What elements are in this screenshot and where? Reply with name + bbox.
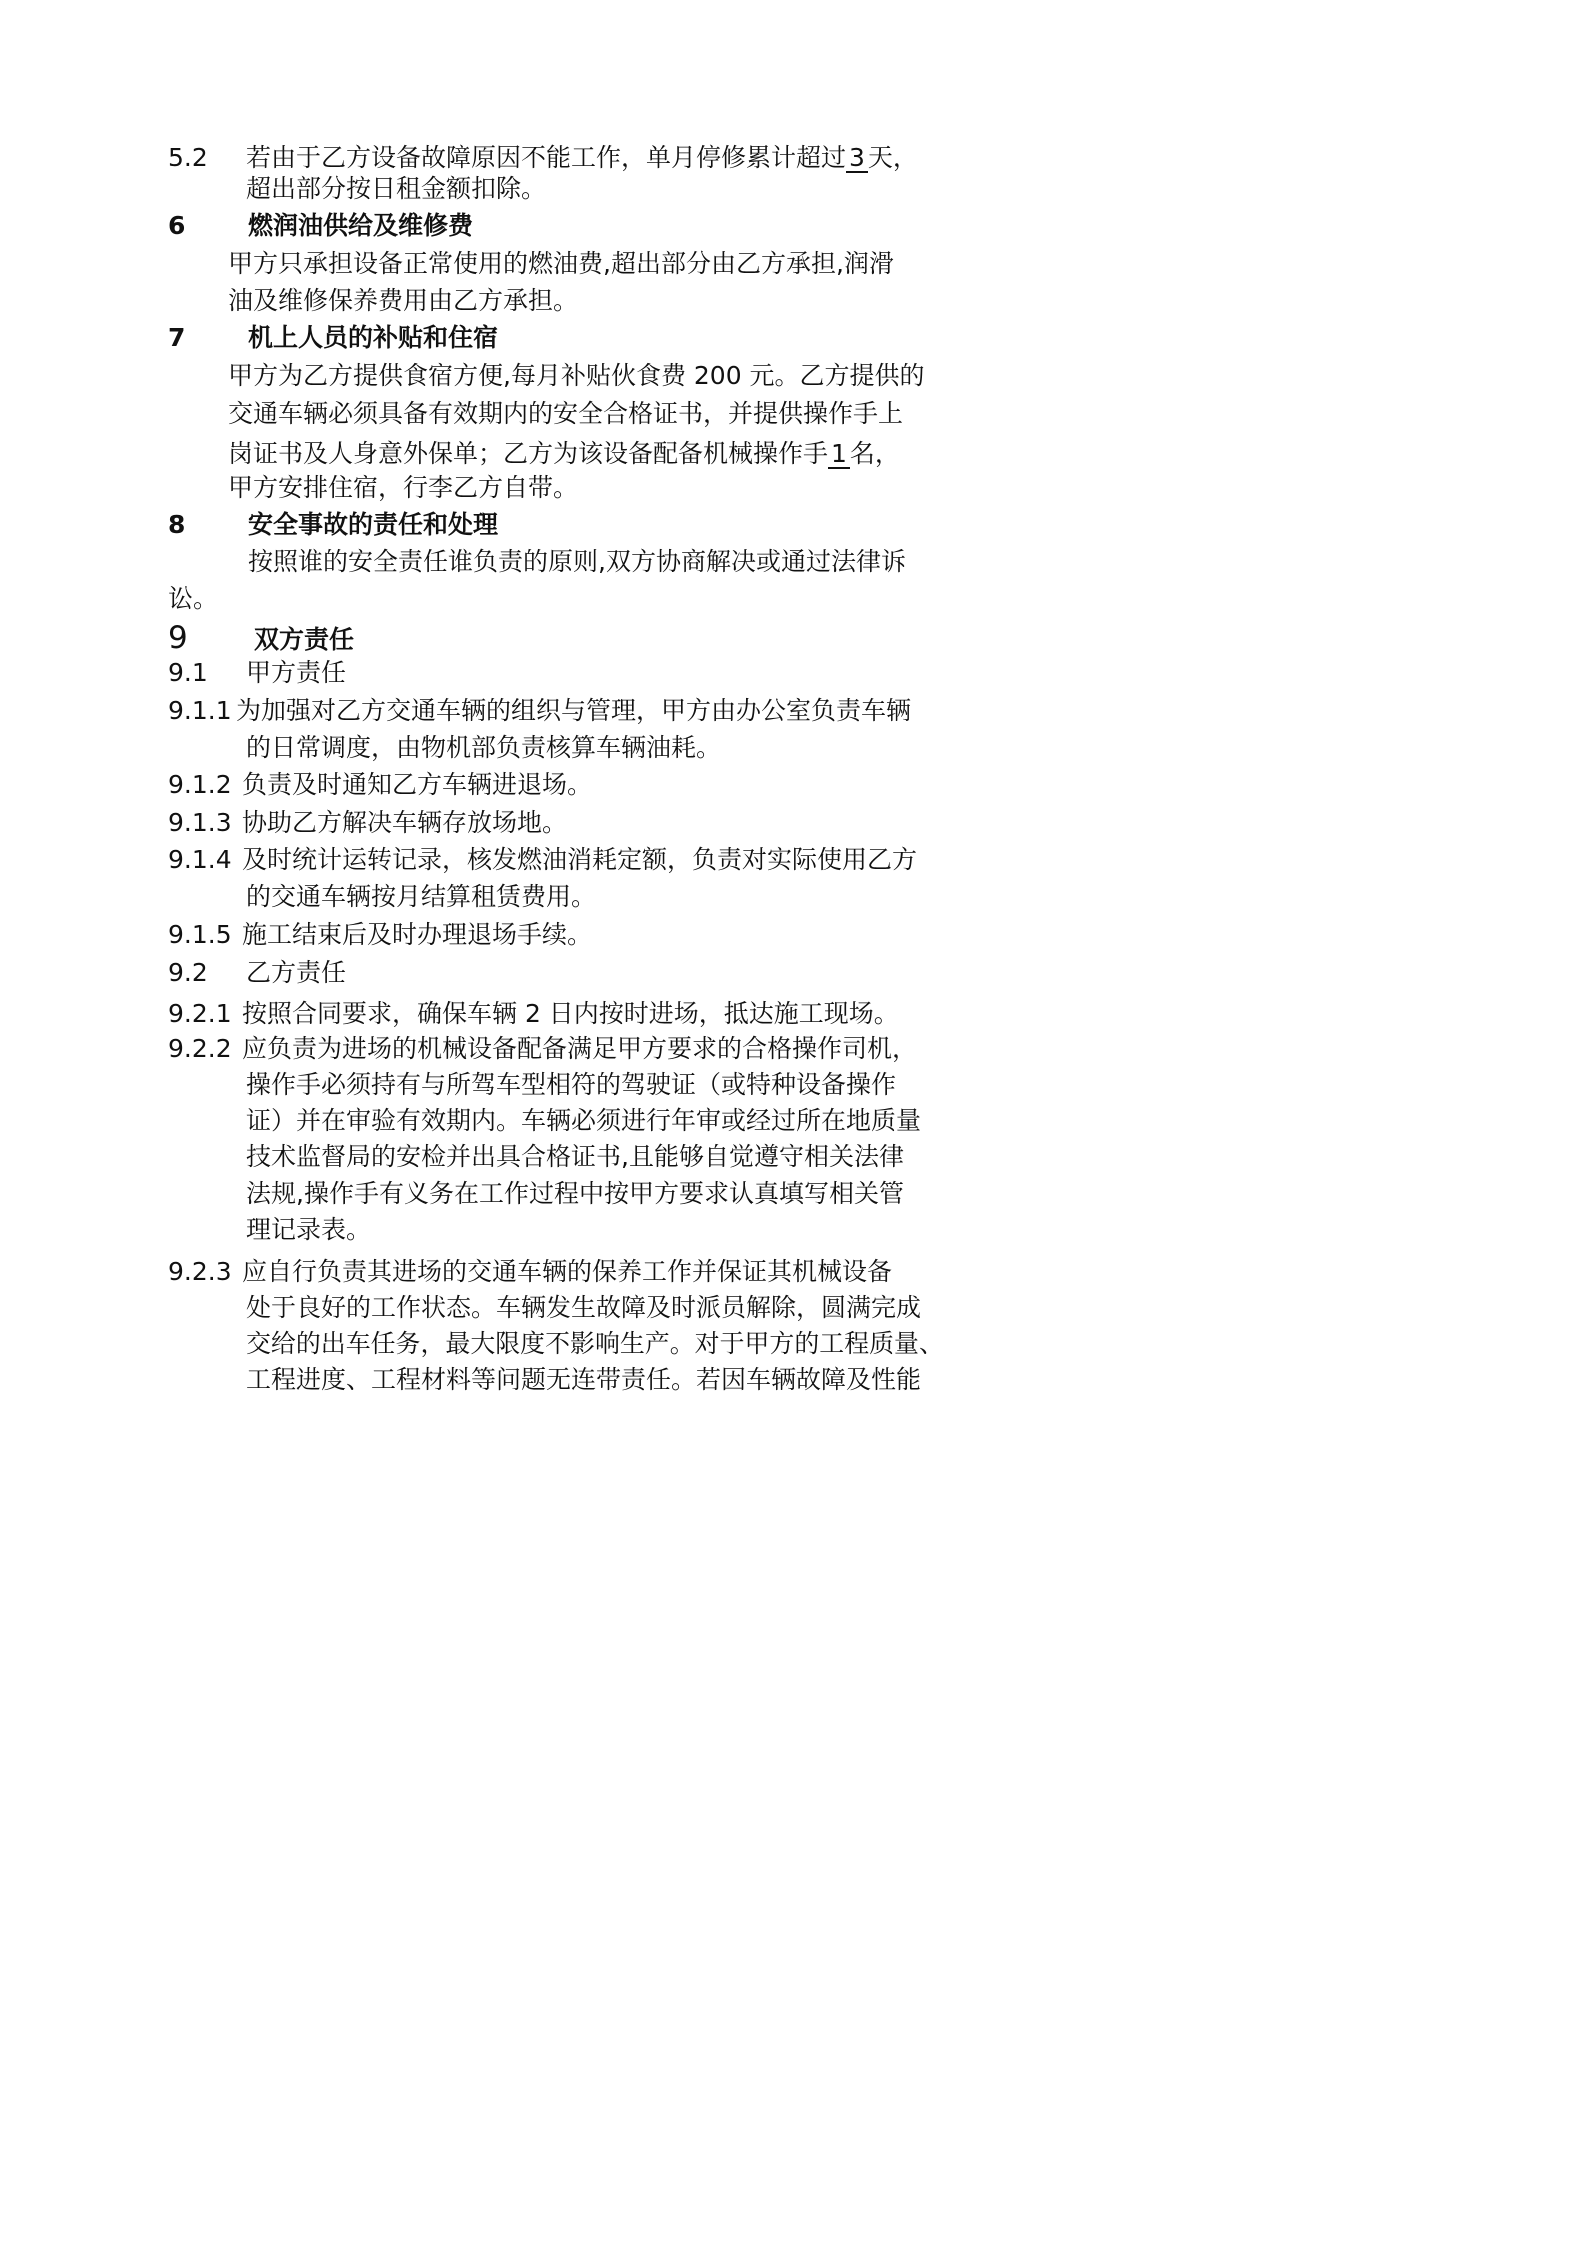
section-9-2-title: 乙方责任 — [246, 958, 347, 987]
section-7-line-1: 甲方为乙方提供食宿方便,每月补贴伙食费 200 元。乙方提供的 — [228, 361, 925, 390]
section-6-line-2: 油及维修保养费用由乙方承担。 — [228, 286, 579, 315]
clause-number: 9.2.3 — [168, 1257, 232, 1286]
section-7-line-4: 甲方安排住宿，行李乙方自带。 — [228, 473, 579, 502]
clause-number: 9.1.1 — [168, 696, 232, 725]
section-9-1-title: 甲方责任 — [246, 658, 347, 687]
clause-number: 9.2.1 — [168, 999, 232, 1028]
clause-9-1-5-line-1: 施工结束后及时办理退场手续。 — [242, 920, 593, 949]
section-7-line-3 — [228, 439, 900, 469]
clause-text: 天， — [867, 143, 918, 172]
clause-9-2-3-line-4: 工程进度、工程材料等问题无连带责任。若因车辆故障及性能 — [246, 1365, 922, 1394]
clause-9-1-1-line-1: 为加强对乙方交通车辆的组织与管理，甲方由办公室负责车辆 — [236, 696, 912, 725]
clause-9-1-4-line-1: 及时统计运转记录，核发燃油消耗定额，负责对实际使用乙方 — [242, 845, 918, 874]
clause-9-2-3-line-2: 处于良好的工作状态。车辆发生故障及时派员解除，圆满完成 — [246, 1293, 922, 1322]
clause-text: 名， — [849, 439, 900, 468]
section-8-title: 安全事故的责任和处理 — [248, 510, 499, 539]
clause-9-2-2-line-2: 操作手必须持有与所驾车型相符的驾驶证（或特种设备操作 — [246, 1070, 897, 1099]
clause-9-2-2-line-1: 应负责为进场的机械设备配备满足甲方要求的合格操作司机， — [242, 1034, 918, 1063]
clause-text: 若由于乙方设备故障原因不能工作，单月停修累计超过 — [246, 143, 847, 172]
section-number: 7 — [168, 323, 186, 352]
clause-number: 9.1.5 — [168, 920, 232, 949]
section-6-line-1: 甲方只承担设备正常使用的燃油费,超出部分由乙方承担,润滑 — [228, 249, 894, 278]
clause-9-2-2-line-6: 理记录表。 — [246, 1215, 372, 1244]
days-blank: 3 — [846, 145, 868, 173]
section-7-line-2: 交通车辆必须具备有效期内的安全合格证书，并提供操作手上 — [228, 399, 904, 428]
clause-5-2-line-2: 超出部分按日租金额扣除。 — [246, 174, 547, 203]
clause-number: 9.1 — [168, 658, 208, 687]
clause-number: 9.1.2 — [168, 770, 232, 799]
document-page — [0, 0, 1102, 1559]
clause-9-1-1-line-2: 的日常调度，由物机部负责核算车辆油耗。 — [246, 733, 722, 762]
operators-blank: 1 — [828, 441, 850, 469]
clause-text: 岗证书及人身意外保单；乙方为该设备配备机械操作手 — [228, 439, 829, 468]
section-6-title: 燃润油供给及维修费 — [248, 211, 474, 240]
clause-9-2-2-line-3: 证）并在审验有效期内。车辆必须进行年审或经过所在地质量 — [246, 1106, 922, 1135]
section-7-title: 机上人员的补贴和住宿 — [248, 323, 499, 352]
section-8-line-1: 按照谁的安全责任谁负责的原则,双方协商解决或通过法律诉 — [248, 547, 906, 576]
section-number: 8 — [168, 510, 186, 539]
clause-9-2-3-line-1: 应自行负责其进场的交通车辆的保养工作并保证其机械设备 — [242, 1257, 893, 1286]
clause-number: 9.1.3 — [168, 808, 232, 837]
clause-5-2-line-1 — [246, 143, 918, 173]
clause-number: 9.2 — [168, 958, 208, 987]
clause-9-2-2-line-5: 法规,操作手有义务在工作过程中按甲方要求认真填写相关管 — [246, 1179, 904, 1208]
clause-9-2-1-line-1: 按照合同要求，确保车辆 2 日内按时进场，抵达施工现场。 — [242, 999, 899, 1028]
clause-9-1-2-line-1: 负责及时通知乙方车辆进退场。 — [242, 770, 593, 799]
section-number: 6 — [168, 211, 186, 240]
section-number: 9 — [168, 620, 188, 656]
clause-9-2-3-line-3: 交给的出车任务，最大限度不影响生产。对于甲方的工程质量、 — [246, 1329, 944, 1358]
clause-9-1-4-line-2: 的交通车辆按月结算租赁费用。 — [246, 882, 597, 911]
section-9-title: 双方责任 — [254, 625, 355, 654]
clause-number: 5.2 — [168, 143, 208, 172]
section-8-line-2: 讼。 — [168, 584, 219, 613]
clause-number: 9.1.4 — [168, 845, 232, 874]
clause-number: 9.2.2 — [168, 1034, 232, 1063]
clause-9-2-2-line-4: 技术监督局的安检并出具合格证书,且能够自觉遵守相关法律 — [246, 1142, 904, 1171]
clause-9-1-3-line-1: 协助乙方解决车辆存放场地。 — [242, 808, 568, 837]
